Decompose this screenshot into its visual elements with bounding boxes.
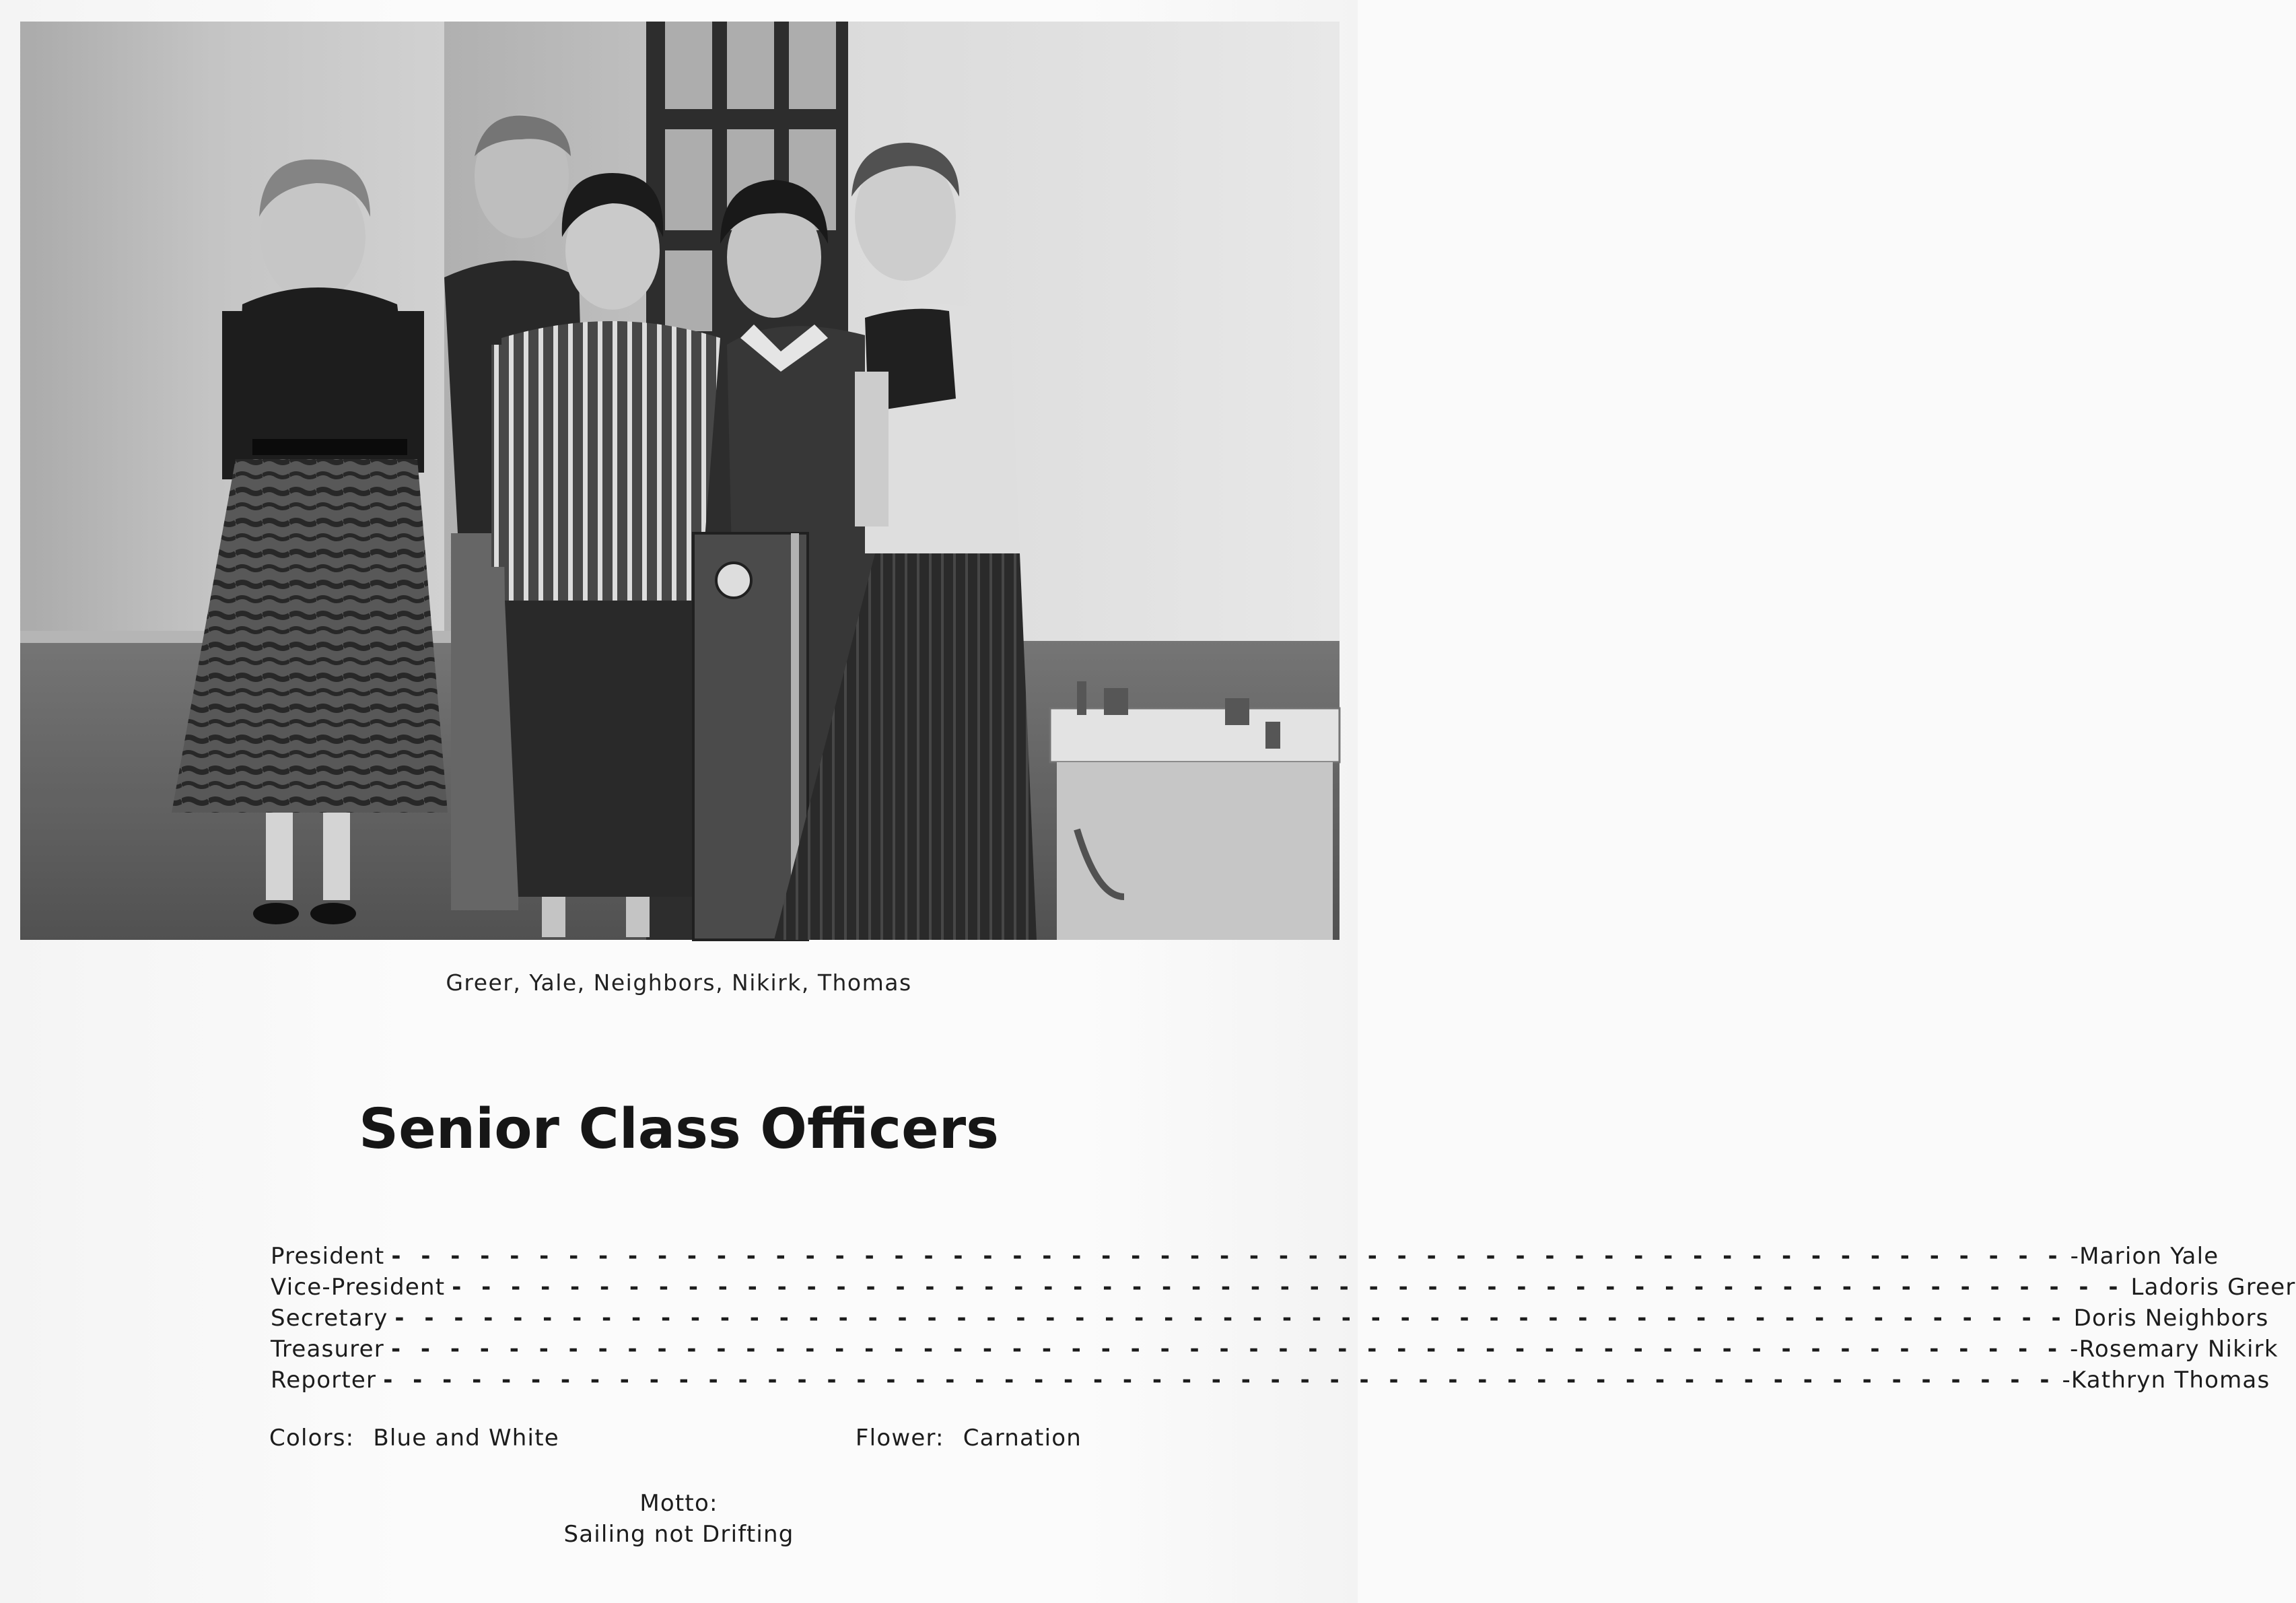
group-photo: [20, 22, 1340, 940]
leader-dashes: - - - - - - - - - - - - - - - - - - - - - - - - - - - - - - - - - - - - - - - - - - - - - - - - - - - - - - - - -: [383, 1367, 2056, 1394]
officers-list: [271, 1243, 2296, 1398]
officer-row-treasurer: [271, 1336, 2278, 1367]
motto-label: Motto:: [639, 1490, 718, 1517]
officer-name: Ladoris Greer: [2130, 1274, 2296, 1301]
officer-name: -Kathryn Thomas: [2062, 1367, 2270, 1394]
officer-row-reporter: [271, 1367, 2270, 1398]
officer-name: -Marion Yale: [2070, 1243, 2219, 1270]
leader-dashes: - - - - - - - - - - - - - - - - - - - - - - - - - - - - - - - - - - - - - - - - - - - - - - - - - - - - - - - - -: [452, 1274, 2124, 1301]
page-title: Senior Class Officers: [359, 1097, 999, 1161]
officer-role: President: [271, 1243, 385, 1270]
officer-row-vice-president: [271, 1274, 2296, 1305]
class-flower: [856, 1425, 1082, 1452]
officer-role: Treasurer: [271, 1336, 384, 1363]
colors-flower-row: [269, 1425, 1082, 1452]
officer-role: Vice-President: [271, 1274, 446, 1301]
class-motto: [0, 1488, 1358, 1550]
leader-dashes: - - - - - - - - - - - - - - - - - - - - - - - - - - - - - - - - - - - - - - - - - - - - - - - - - - - - - - - - -: [391, 1243, 2064, 1270]
officer-name: -Rosemary Nikirk: [2070, 1336, 2278, 1363]
flower-value: Carnation: [963, 1425, 1082, 1452]
flower-label: Flower:: [855, 1425, 944, 1452]
photo-caption: Greer, Yale, Neighbors, Nikirk, Thomas: [446, 969, 912, 996]
officer-role: Secretary: [271, 1305, 388, 1332]
officer-role: Reporter: [271, 1367, 377, 1394]
officer-row-president: [271, 1243, 2219, 1274]
officer-name: Doris Neighbors: [2073, 1305, 2269, 1332]
officer-row-secretary: [271, 1305, 2269, 1336]
class-colors: [269, 1425, 559, 1452]
leader-dashes: - - - - - - - - - - - - - - - - - - - - - - - - - - - - - - - - - - - - - - - - - - - - - - - - - - - - - - - - -: [394, 1305, 2067, 1332]
motto-value: Sailing not Drifting: [563, 1521, 794, 1548]
colors-label: Colors:: [269, 1425, 355, 1452]
leader-dashes: - - - - - - - - - - - - - - - - - - - - - - - - - - - - - - - - - - - - - - - - - - - - - - - - - - - - - - - - -: [390, 1336, 2064, 1363]
colors-value: Blue and White: [373, 1425, 559, 1452]
